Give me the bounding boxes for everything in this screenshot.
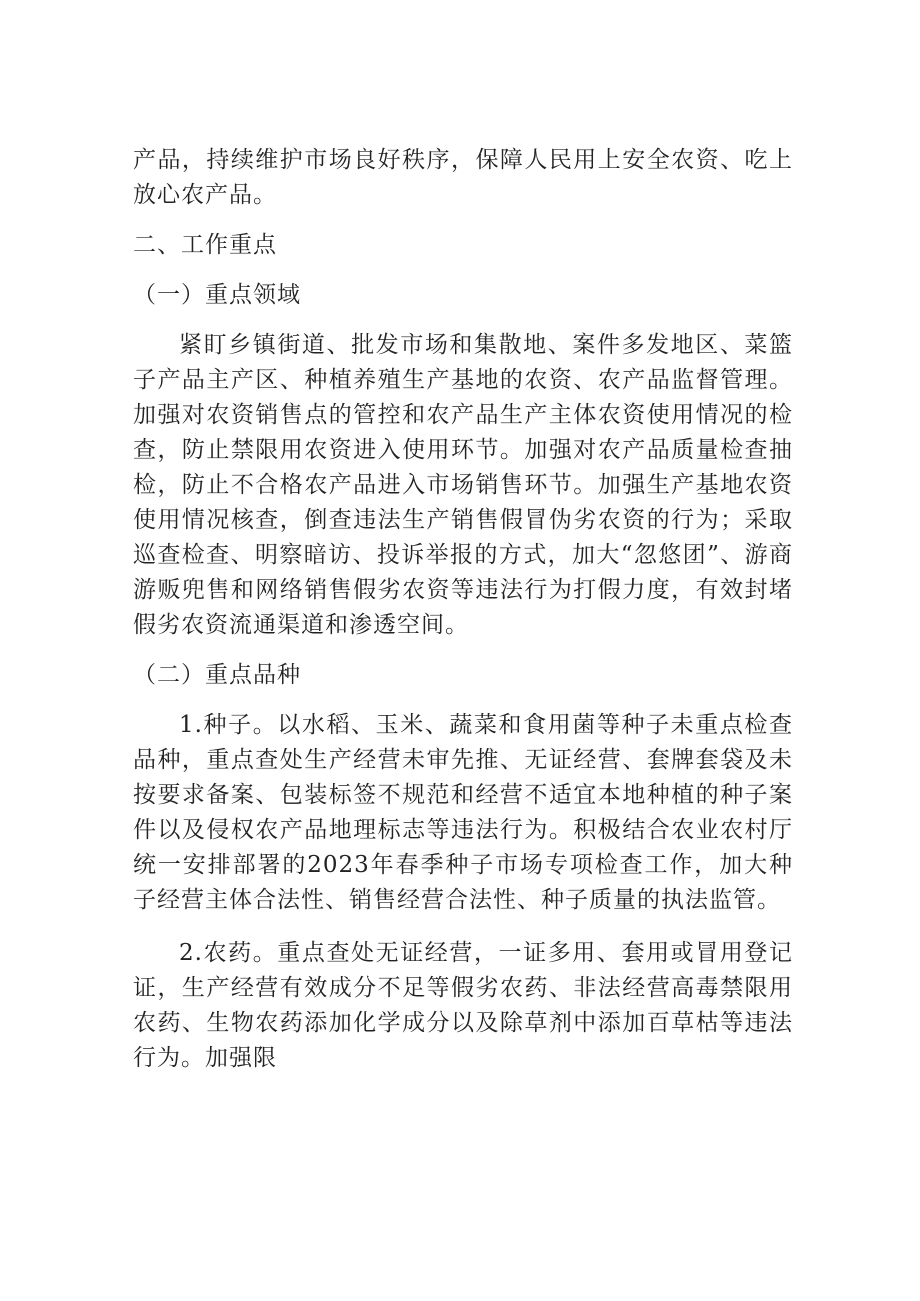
subsection-heading-key-areas: （一）重点领域: [133, 282, 301, 308]
seeds-paragraph: 1.种子。以水稻、玉米、蔬菜和食用菌等种子未重点检查品种，重点查处生产经营未审先推、无证经营、套牌套袋及未按要求备案、包装标签不规范和经营不适宜本地种植的种子案件以及侵权农产品地理标志等违法行为。积极结合农业农村厅统一安排部署的2023年春季种子市场专项检查工作，加大种子经营主体合法性、销售经营合法性、种子质量的执法监管。: [133, 712, 793, 913]
intro-paragraph: 产品，持续维护市场良好秩序，保障人民用上安全农资、吃上放心农产品。: [133, 147, 793, 208]
subsection-heading-key-varieties: （二）重点品种: [133, 662, 301, 688]
section-heading-work-focus: 二、工作重点: [133, 232, 277, 258]
key-areas-paragraph: 紧盯乡镇街道、批发市场和集散地、案件多发地区、菜篮子产品主产区、种植养殖生产基地的农资、农产品监督管理。加强对农资销售点的管控和农产品生产主体农资使用情况的检查，防止禁限用农资进入使用环节。加强对农产品质量检查抽检，防止不合格农产品进入市场销售环节。加强生产基地农资使用情况核查，倒查违法生产销售假冒伪劣农资的行为；采取巡查检查、明察暗访、投诉举报的方式，加大“忽悠团”、游商游贩兜售和网络销售假劣农资等违法行为打假力度，有效封堵假劣农资流通渠道和渗透空间。: [133, 332, 793, 638]
pesticides-paragraph: 2.农药。重点查处无证经营，一证多用、套用或冒用登记证，生产经营有效成分不足等假劣农药、非法经营高毒禁限用农药、生物农药添加化学成分以及除草剂中添加百草枯等违法行为。加强限: [133, 940, 793, 1071]
document-body: [133, 143, 793, 1076]
